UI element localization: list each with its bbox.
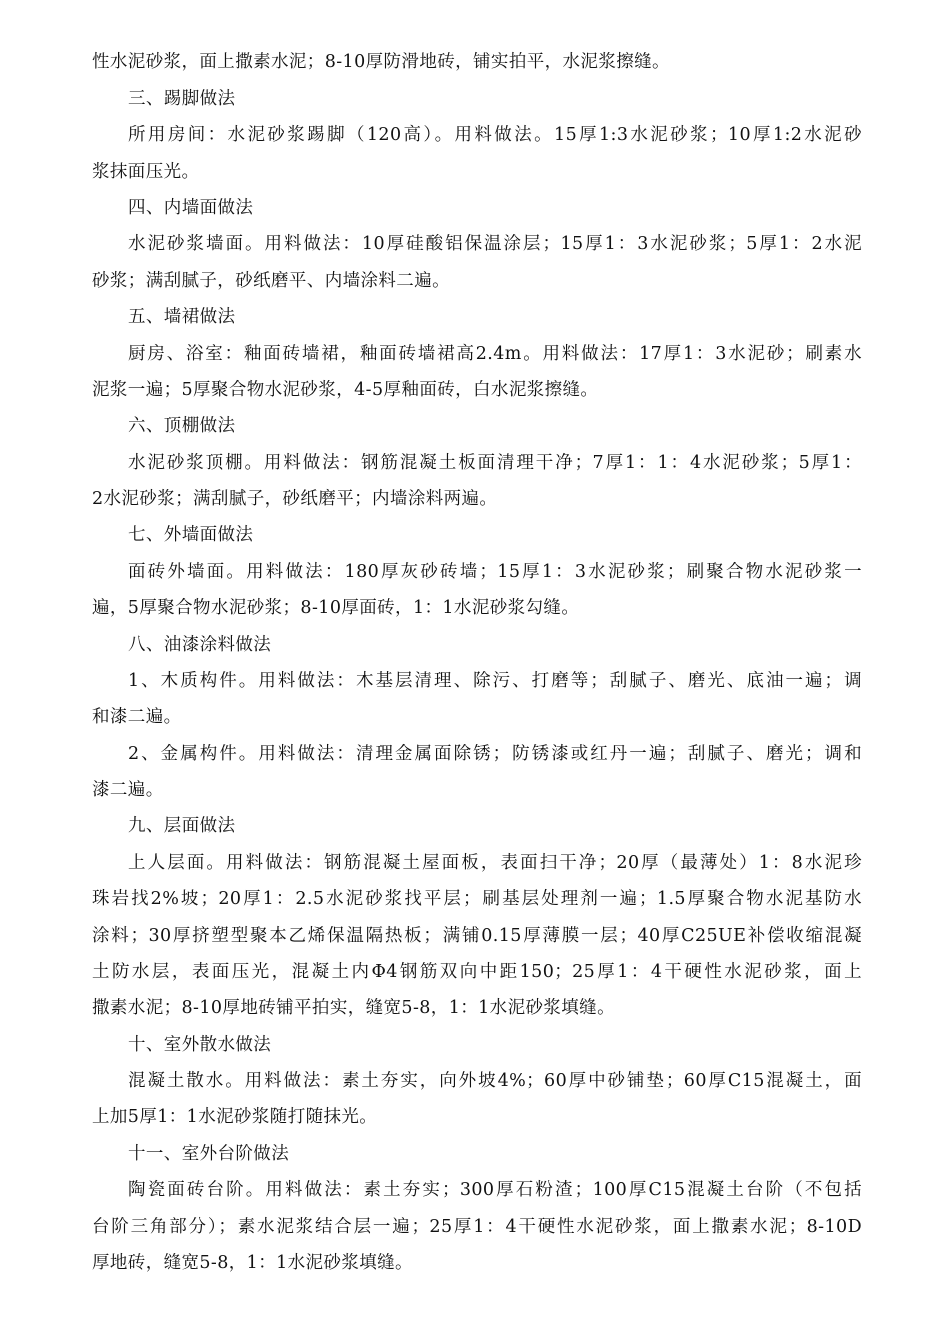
paragraph-line: 台阶三角部分）；素水泥浆结合层一遍；25厚1：4干硬性水泥砂浆，面上撒素水泥；8-10D [92, 1217, 862, 1237]
paragraph-line: 遍，5厚聚合物水泥砂浆；8-10厚面砖，1：1水泥砂浆勾缝。 [92, 598, 580, 618]
paragraph-line: 水泥砂浆顶棚。用料做法：钢筋混凝土板面清理干净；7厚1：1：4水泥砂浆；5厚1： [128, 453, 862, 473]
section-heading: 四、内墙面做法 [128, 198, 254, 218]
paragraph-line: 泥浆一遍；5厚聚合物水泥砂浆，4-5厚釉面砖，白水泥浆擦缝。 [92, 380, 599, 400]
paragraph-line: 上加5厚1：1水泥砂浆随打随抹光。 [92, 1107, 378, 1127]
section-heading: 三、踢脚做法 [128, 89, 236, 109]
paragraph-line: 浆抹面压光。 [92, 162, 200, 182]
section-heading: 七、外墙面做法 [128, 525, 254, 545]
section-heading: 九、层面做法 [128, 816, 236, 836]
section-heading: 五、墙裙做法 [128, 307, 236, 327]
section-heading: 八、油漆涂料做法 [128, 635, 272, 655]
paragraph-line: 1、木质构件。用料做法：木基层清理、除污、打磨等；刮腻子、磨光、底油一遍；调 [128, 671, 862, 691]
paragraph-line: 面砖外墙面。用料做法：180厚灰砂砖墙；15厚1：3水泥砂浆；刷聚合物水泥砂浆一 [128, 562, 862, 582]
section-heading: 十、室外散水做法 [128, 1035, 272, 1055]
section-heading: 十一、室外台阶做法 [128, 1144, 290, 1164]
paragraph-line: 所用房间：水泥砂浆踢脚（120高）。用料做法。15厚1:3水泥砂浆；10厚1:2水泥砂 [128, 125, 862, 145]
paragraph-line: 厨房、浴室：釉面砖墙裙，釉面砖墙裙高2.4m。用料做法：17厚1：3水泥砂；刷素水 [128, 344, 862, 364]
paragraph-line: 土防水层，表面压光，混凝土内Φ4钢筋双向中距150；25厚1：4干硬性水泥砂浆，面上 [92, 962, 862, 982]
paragraph-line: 漆二遍。 [92, 780, 164, 800]
paragraph-line: 水泥砂浆墙面。用料做法：10厚硅酸铝保温涂层；15厚1：3水泥砂浆；5厚1：2水泥 [128, 234, 862, 254]
paragraph-line: 上人层面。用料做法：钢筋混凝土屋面板，表面扫干净；20厚（最薄处）1：8水泥珍 [128, 853, 862, 873]
paragraph-line: 2水泥砂浆；满刮腻子，砂纸磨平；内墙涂料两遍。 [92, 489, 498, 509]
paragraph-line: 砂浆；满刮腻子，砂纸磨平、内墙涂料二遍。 [92, 271, 450, 291]
section-heading: 六、顶棚做法 [128, 416, 236, 436]
paragraph-line: 陶瓷面砖台阶。用料做法：素土夯实；300厚石粉渣；100厚C15混凝土台阶（不包括 [128, 1180, 862, 1200]
paragraph-line: 2、金属构件。用料做法：清理金属面除锈；防锈漆或红丹一遍；刮腻子、磨光；调和 [128, 744, 862, 764]
paragraph-line: 珠岩找2%坡；20厚1：2.5水泥砂浆找平层；刷基层处理剂一遍；1.5厚聚合物水泥基防水 [92, 889, 862, 909]
paragraph-line: 和漆二遍。 [92, 707, 182, 727]
paragraph-line: 厚地砖，缝宽5-8，1：1水泥砂浆填缝。 [92, 1253, 413, 1273]
paragraph-line: 涂料；30厚挤塑型聚本乙烯保温隔热板；满铺0.15厚薄膜一层；40厚C25UE补偿收缩混凝 [92, 926, 862, 946]
paragraph-line: 撒素水泥；8-10厚地砖铺平拍实，缝宽5-8，1：1水泥砂浆填缝。 [92, 998, 615, 1018]
paragraph-line: 混凝土散水。用料做法：素土夯实，向外坡4%；60厚中砂铺垫；60厚C15混凝土，面 [128, 1071, 862, 1091]
paragraph-line: 性水泥砂浆，面上撒素水泥；8-10厚防滑地砖，铺实拍平，水泥浆擦缝。 [92, 52, 670, 72]
